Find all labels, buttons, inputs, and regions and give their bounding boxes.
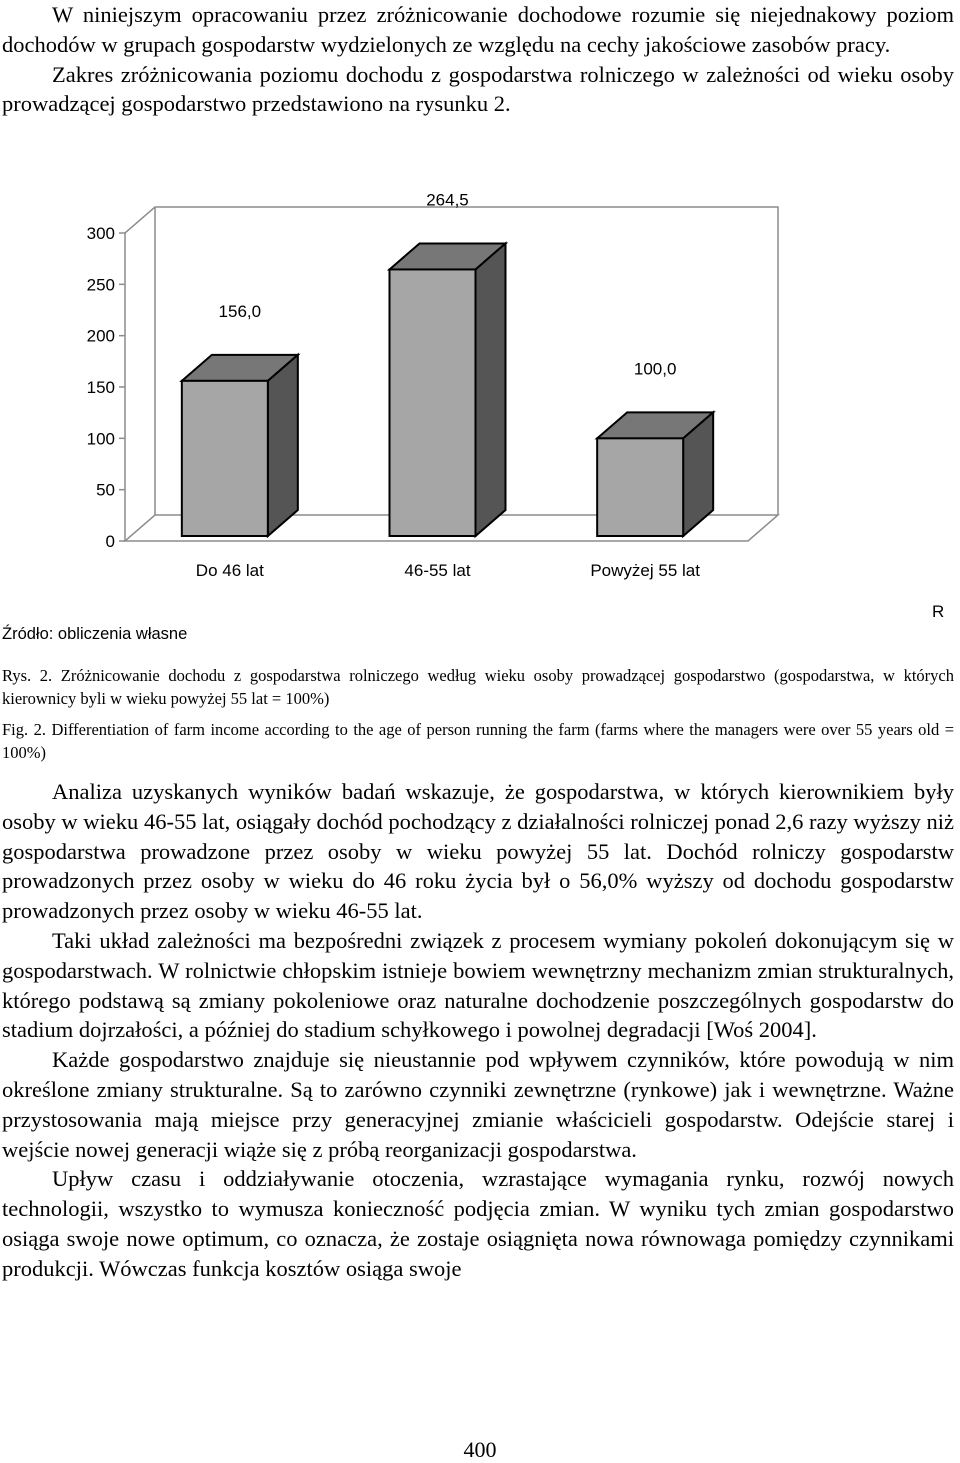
chart-y-tick-label: 0 xyxy=(105,532,115,551)
body-paragraph-3: Każde gospodarstwo znajduje się nieustannie pod wpływem czynników, które powodują w nim określone zmiany strukturalne. Są to zarówno czynniki zewnętrzne (rynkowe) jak i wewnętrzne. Ważne przystosowania mają miejsce przy generacyjnej zmianie właścicieli gospodarstw. Odejście starej i wejście nowej generacji wiąże się z próbą reorganizacji gospodarstwa. xyxy=(2,1047,954,1162)
chart-bar-front xyxy=(182,381,268,536)
chart-y-tick-label: 250 xyxy=(86,275,115,295)
stray-mark: R xyxy=(932,602,945,621)
chart-y-tick-label: 300 xyxy=(86,224,115,243)
body-text xyxy=(2,777,954,1284)
body-paragraph-1: Analiza uzyskanych wyników badań wskazuje, że gospodarstwa, w których kierownikiem były osoby w wieku 46-55 lat, osiągały dochód pochodzący z działalności rolniczej ponad 2,6 razy wyższy niż gospodarstwa prowadzone przez osoby w wieku powyżej 55 lat. Dochód rolniczy gospodarstw prowadzonych przez osoby w wieku do 46 roku życia był o 56,0% wyższy od dochodu gospodarstw prowadzonych przez osoby w wieku 46-55 lat. xyxy=(2,779,954,924)
body-paragraph-2: Taki układ zależności ma bezpośredni związek z procesem wymiany pokoleń dokonującym się w gospodarstwach. W rolnictwie chłopskim istnieje bowiem wewnętrzny mechanizm zmian strukturalnych, którego podstawą są zmiany pokoleniowe oraz naturalne dochodzenie poszczególnych gospodarstw do stadium dojrzałości, a później do stadium schyłkowego i powolnej degradacji [Woś 2004]. xyxy=(2,927,954,1043)
figure-caption-english: Fig. 2. Differentiation of farm income according to the age of person running the farm (farms where the managers were over 55 years old = 100%) xyxy=(2,720,954,762)
chart-bar-value-label: 156,0 xyxy=(218,301,262,321)
chart-y-tick-label: 200 xyxy=(86,326,115,346)
chart-bar xyxy=(390,190,506,536)
chart-bar-value-label: 100,0 xyxy=(633,359,677,379)
chart-category-label: Powyżej 55 lat xyxy=(590,561,700,580)
chart-bar-front xyxy=(597,438,683,536)
chart-category-labels xyxy=(196,561,700,580)
body-paragraph-4: Upływ czasu i oddziaływanie otoczenia, wzrastające wymagania rynku, rozwój nowych technologii, wszystko to wymusza konieczność podjęcia zmian. W wyniku tych zmian gospodarstwo osiąga swoje nowe optimum, co oznacza, że zostaje osiągnięta nowa równowaga pomiędzy czynnikami produkcji. Wówczas funkcja kosztów osiąga swoje xyxy=(2,1166,954,1281)
chart-bar xyxy=(182,302,298,536)
page-number: 400 xyxy=(463,1437,497,1462)
figure-caption-polish: Rys. 2. Zróżnicowanie dochodu z gospodarstwa rolniczego według wieku osoby prowadzącej gospodarstwo (gospodarstwa, w których kierownicy byli w wieku powyżej 55 lat = 100%) xyxy=(2,666,954,708)
intro-paragraph-2: Zakres zróżnicowania poziomu dochodu z gospodarstwa rolniczego w zależności od wieku osoby prowadzącej gospodarstwo przedstawiono na rysunku 2. xyxy=(2,61,954,117)
income-bar-chart xyxy=(0,168,960,618)
chart-bar-side xyxy=(476,243,506,536)
chart-bar-front xyxy=(390,269,476,536)
chart-y-tick-label: 50 xyxy=(96,480,115,500)
chart-bars xyxy=(182,190,713,536)
chart-category-label: 46-55 lat xyxy=(404,561,471,580)
source-note: Źródło: obliczenia własne xyxy=(2,625,188,643)
chart-category-label: Do 46 lat xyxy=(195,561,264,580)
chart-bar-side xyxy=(268,355,298,536)
intro-paragraph-1: W niniejszym opracowaniu przez zróżnicowanie dochodowe rozumie się niejednakowy poziom dochodów w grupach gospodarstw wydzielonych ze względu na cechy jakościowe zasobów pracy. xyxy=(2,2,954,57)
chart-svg xyxy=(0,168,960,618)
chart-y-tick-label: 150 xyxy=(86,378,115,397)
chart-y-tick-label: 100 xyxy=(86,429,115,449)
intro-paragraphs xyxy=(2,0,954,119)
chart-bar-value-label: 264,5 xyxy=(426,190,469,210)
chart-y-axis-ticks xyxy=(87,224,125,551)
chart-bar xyxy=(597,359,713,536)
